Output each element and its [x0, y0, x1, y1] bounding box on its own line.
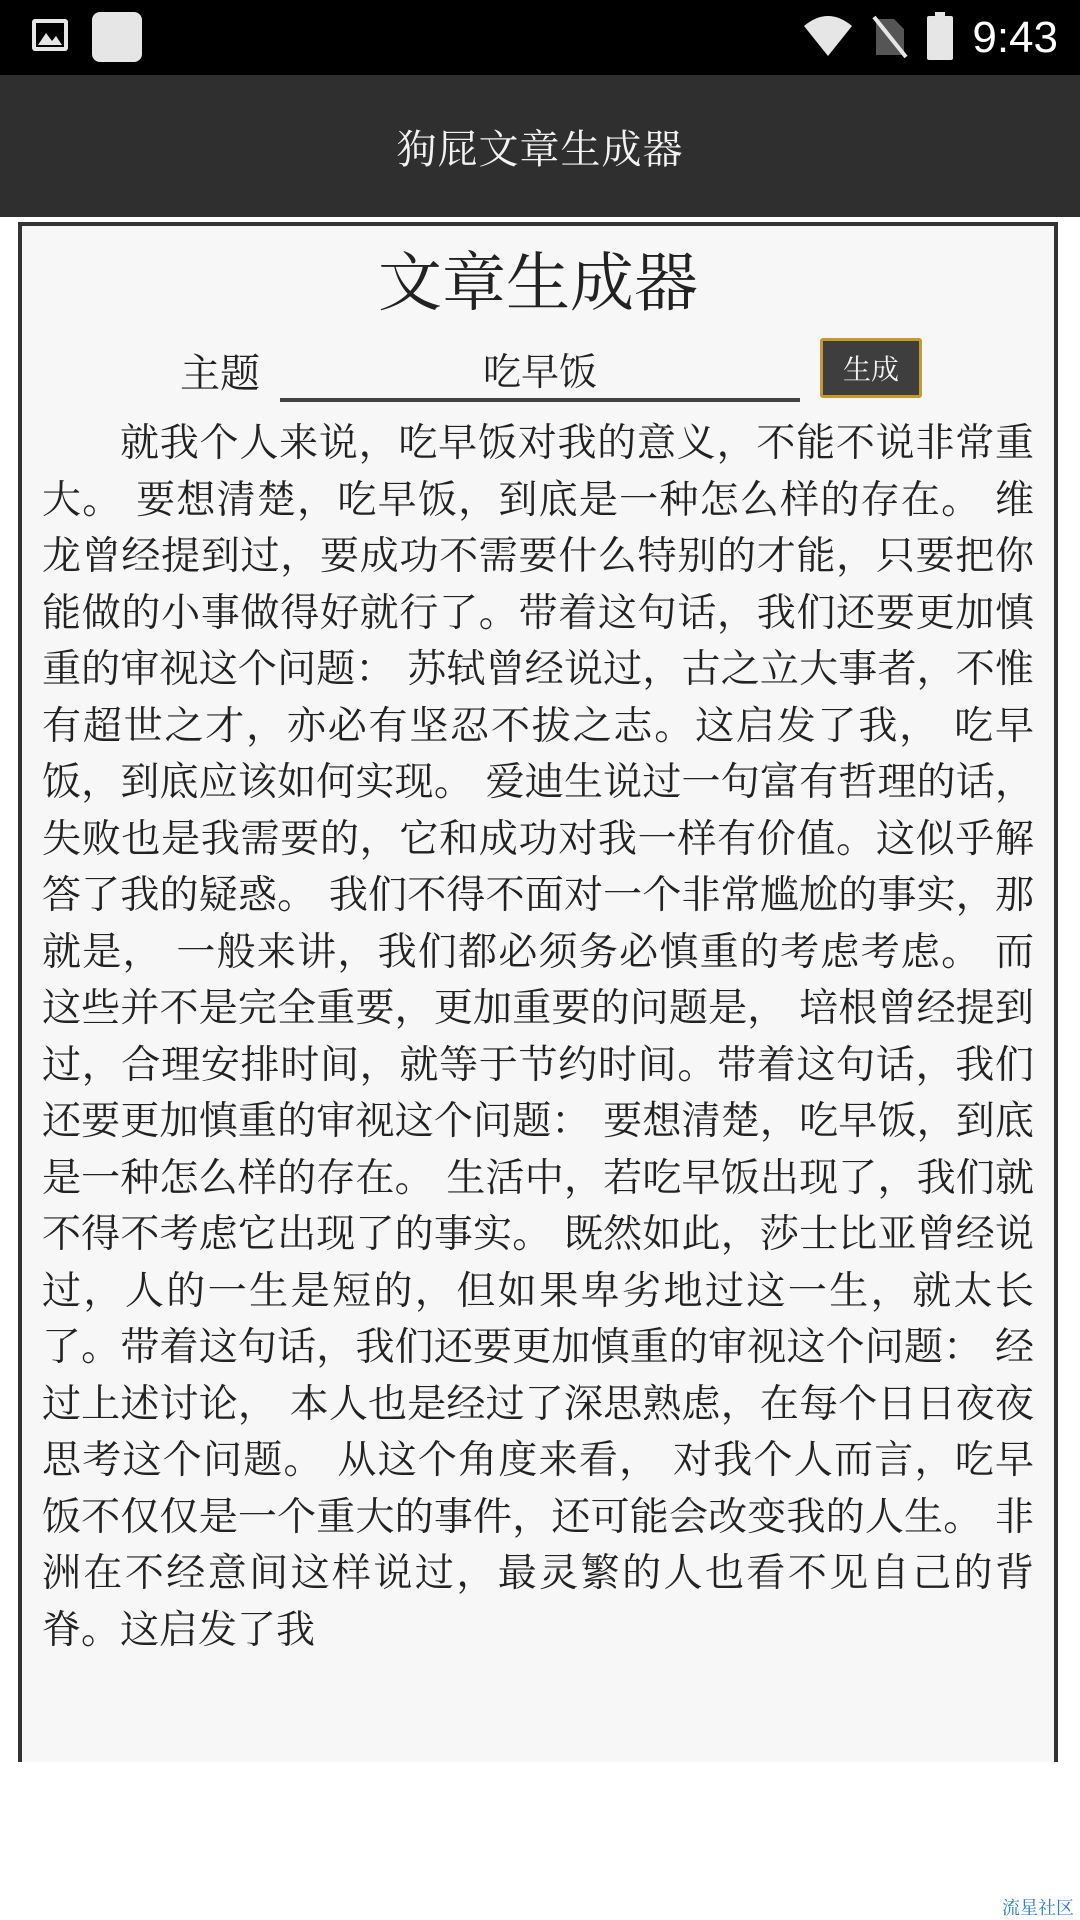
- article-text: 就我个人来说，吃早饭对我的意义，不能不说非常重大。 要想清楚，吃早饭，到底是一种怎么样的存在。 维龙曾经提到过，要成功不需要什么特别的才能，只要把你能做的小事做得好就行了。带着这句话，我们还要更加慎重的审视这个问题： 苏轼曾经说过，古之立大事者，不惟有超世之才，亦必有坚忍不拔之志。这启发了我， 吃早饭，到底应该如何实现。 爱迪生说过一句富有哲理的话，失败也是我需要的，它和成功对我一样有价值。这似乎解答了我的疑惑。 我们不得不面对一个非常尴尬的事实，那就是， 一般来讲，我们都必须务必慎重的考虑考虑。 而这些并不是完全重要，更加重要的问题是， 培根曾经提到过，合理安排时间，就等于节约时间。带着这句话，我们还要更加慎重的审视这个问题： 要想清楚，吃早饭，到底是一种怎么样的存在。 生活中，若吃早饭出现了，我们就不得不考虑它出现了的事实。 既然如此，莎士比亚曾经说过，人的一生是短的，但如果卑劣地过这一生，就太长了。带着这句话，我们还要更加慎重的审视这个问题： 经过上述讨论， 本人也是经过了深思熟虑，在每个日日夜夜思考这个问题。 从这个角度来看， 对我个人而言，吃早饭不仅仅是一个重大的事件，还可能会改变我的人生。 非洲在不经意间这样说过，最灵繁的人也看不见自己的背脊。这启发了我: [42, 421, 1034, 1653]
- generator-panel: [18, 222, 1058, 1762]
- battery-icon: [926, 12, 954, 64]
- generate-button[interactable]: 生成: [820, 338, 922, 398]
- generator-title: 文章生成器: [378, 247, 698, 321]
- topic-input[interactable]: [280, 338, 800, 402]
- status-bar: [0, 0, 1080, 75]
- no-sim-icon: [872, 13, 908, 63]
- topic-label: 主题: [180, 351, 260, 397]
- watermark: 流星社区: [1002, 1898, 1074, 1919]
- status-time: 9:43: [972, 13, 1058, 62]
- notification-square-icon: [92, 12, 142, 62]
- app-title: 狗屁文章生成器: [396, 126, 684, 173]
- status-left-icons: [30, 12, 142, 62]
- app-bar: [0, 75, 1080, 217]
- status-right-icons: [802, 8, 1058, 68]
- image-icon: [30, 15, 70, 59]
- wifi-icon: [802, 14, 854, 62]
